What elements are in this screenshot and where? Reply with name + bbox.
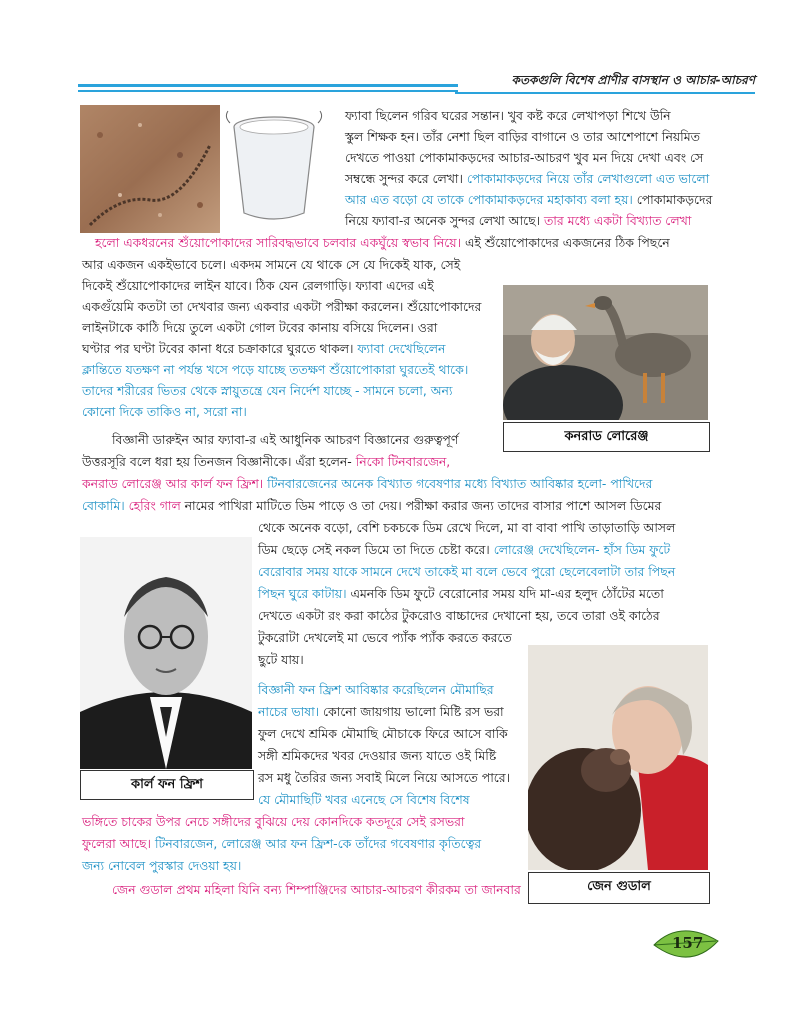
text-run: তাদের শরীরের ভিতর থেকে স্নায়ুতন্ত্রে যেন নির্দেশ যাচ্ছে - সামনে চলো, অন্য	[82, 383, 453, 398]
text-line	[82, 360, 468, 380]
goodall-caption: জেন গুডাল	[528, 872, 710, 904]
text-run: সম্বন্ধে সুন্দর করে লেখা।	[345, 171, 467, 186]
text-run: হলো একধরনের শুঁয়োপোকাদের সারিবদ্ধভাবে চলবার একঘুঁয়ে স্বভাব নিয়ে।	[95, 235, 461, 250]
text-line	[258, 746, 496, 766]
text-line	[345, 106, 671, 126]
text-line	[258, 584, 664, 604]
text-run: নিয়ে ফ্যাবা-র অনেক সুন্দর লেখা আছে।	[345, 213, 544, 228]
text-run: ফ্যাবা দেখেছিলেন	[357, 341, 446, 356]
text-line	[82, 276, 434, 296]
text-run: ছুটে যায়।	[258, 652, 304, 667]
text-line	[258, 790, 470, 810]
text-line	[345, 169, 709, 189]
caterpillar-photo	[80, 105, 220, 233]
text-line	[345, 127, 700, 147]
text-run: নাচের ভাষা।	[258, 704, 320, 719]
text-run: টিনবারজেন, লোরেঞ্জ আর ফন ফ্রিশ-কে তাঁদের গবেষণার কৃতিত্বের	[151, 836, 482, 851]
text-run: বেরোবার সময় যাকে সামনে দেখে তাকেই মা বলে ভেবে পুরো ছেলেবেলাটা তার পিছন	[258, 564, 676, 579]
text-run: বিজ্ঞানী ফন ফ্রিশ আবিষ্কার করেছিলেন মৌমাছির	[258, 682, 494, 697]
text-line	[82, 856, 241, 876]
text-run: কনরাড লোরেঞ্জ আর কার্ল ফন ফ্রিশ।	[82, 476, 264, 491]
header-rule-bottom	[78, 90, 458, 92]
header-underline	[455, 92, 755, 94]
text-run: যে মৌমাছিটি খবর এনেছে সে বিশেষ বিশেষ	[258, 792, 470, 807]
text-run: এই শুঁয়োপোকাদের একজনের ঠিক পিছনে	[461, 235, 670, 250]
text-line	[82, 474, 652, 494]
text-run: একগুঁয়েমি কতটা তা দেখবার জন্য একবার একটা পরীক্ষা করলেন। শুঁয়োপোকাদের	[82, 299, 482, 314]
text-run: ফুলেরা আছে।	[82, 836, 151, 851]
text-line	[82, 339, 445, 359]
text-run: নিকো টিনবারজেন,	[355, 454, 451, 469]
frisch-photo	[80, 537, 252, 769]
text-run: সঙ্গী শ্রমিকদের খবর দেওয়ার জন্য যাতে ওই মিষ্টি	[258, 748, 497, 763]
text-line	[82, 255, 460, 275]
text-line	[258, 540, 670, 560]
text-run: পোকামাকড়দের	[632, 192, 713, 207]
text-run: দেখতে একটা রং করা কাঠের টুকরোও বাচ্চাদের দেখানো হয়, তবে তারা ওই কাঠের	[258, 608, 660, 623]
running-header: কতকগুলি বিশেষ প্রাণীর বাসস্থান ও আচার-আচরণ	[511, 73, 755, 87]
text-run: টিনবারজেনের অনেক বিখ্যাত গবেষণার মধ্যে বিখ্যাত আবিষ্কার হলো- পাখিদের	[263, 476, 653, 491]
text-line	[258, 768, 510, 788]
text-run: বিজ্ঞানী ডারুইন আর ফ্যাবা-র এই আধুনিক আচরণ বিজ্ঞানের গুরুত্বপূর্ণ	[112, 432, 459, 447]
text-line	[258, 650, 304, 670]
text-run: ফুল দেখে শ্রমিক মৌমাছি মৌচাকে ফিরে আসে বাকি	[258, 726, 508, 741]
lorenz-caption: কনরাড লোরেঞ্জ	[503, 422, 710, 452]
text-line	[112, 880, 521, 900]
text-run: তার মধ্যে একটা বিখ্যাত লেখা	[543, 213, 692, 228]
text-line	[82, 318, 437, 338]
text-run: জন্য নোবেল পুরস্কার দেওয়া হয়।	[82, 858, 242, 873]
text-line	[345, 211, 691, 231]
text-line	[258, 724, 508, 744]
text-line	[82, 812, 465, 832]
text-run: আর একজন একইভাবে চলে। একদম সামনে যে থাকে সে যে দিকেই যাক, সেই	[82, 257, 461, 272]
text-run: পোকামাকড়দের নিয়ে তাঁর লেখাগুলো এত ভালো	[466, 171, 710, 186]
text-run: ঘণ্টার পর ঘণ্টা টবের কানা ধরে চক্রাকারে ঘুরতে থাকল।	[82, 341, 358, 356]
text-run: জেন গুডাল প্রথম মহিলা যিনি বন্য শিম্পাঞ্জিদের আচার-আচরণ কীরকম তা জানবার	[112, 882, 521, 897]
text-run: ক্লান্তিতে যতক্ষণ না পর্যন্ত খসে পড়ে যাচ্ছে ততক্ষণ শুঁয়োপোকারা ঘুরতেই থাকে।	[82, 362, 469, 377]
text-run: লোরেঞ্জ দেখেছিলেন- হাঁস ডিম ফুটে	[493, 542, 671, 557]
text-run: টুকরোটা দেখলেই মা ভেবে প্যাঁক প্যাঁক করতে করতে	[258, 630, 512, 645]
text-line	[258, 702, 504, 722]
text-line	[258, 680, 494, 700]
text-line	[82, 297, 481, 317]
frisch-caption: কার্ল ফন ফ্রিশ	[80, 770, 254, 800]
text-line	[82, 381, 452, 401]
lorenz-photo	[503, 285, 708, 420]
header-rule-top	[78, 84, 458, 87]
text-run: রস মধু তৈরির জন্য সবাই মিলে নিয়ে আসতে পারে।	[258, 770, 511, 785]
text-run: কোনো জায়গায় ভালো মিষ্টি রস ভরা	[319, 704, 504, 719]
text-run: ভঙ্গিতে চাকের উপর নেচে সঙ্গীদের বুঝিয়ে দেয় কোনদিকে কতদূরে সেই রসভরা	[82, 814, 465, 829]
text-line	[82, 496, 661, 516]
text-line	[82, 402, 247, 422]
text-line	[82, 834, 481, 854]
text-run: স্কুল শিক্ষক হন। তাঁর নেশা ছিল বাড়ির বাগানে ও তার আশেপাশে নিয়মিত	[345, 129, 700, 144]
text-run: ডিম ছেড়ে সেই নকল ডিমে তা দিতে চেষ্টা করে।	[258, 542, 494, 557]
pot-illustration	[222, 105, 327, 230]
text-line	[82, 452, 450, 472]
text-run: এমনকি ডিম ফুটে বেরোনোর সময় যদি মা-এর হলুদ ঠোঁটের মতো	[346, 586, 664, 601]
text-line	[258, 562, 675, 582]
text-run: উত্তরসূরি বলে ধরা হয় তিনজন বিজ্ঞানীকে। এঁরা হলেন-	[82, 454, 356, 469]
text-run: হেরিং গাল	[124, 498, 181, 513]
text-line	[112, 430, 458, 450]
text-run: থেকে অনেক বড়ো, বেশি চকচকে ডিম রেখে দিলে, মা বা বাবা পাখি তাড়াতাড়ি আসল	[258, 520, 676, 535]
text-run: দেখতে পাওয়া পোকামাকড়দের আচার-আচরণ খুব মন দিয়ে দেখা এবং সে	[345, 150, 704, 165]
text-run: বোকামি।	[82, 498, 125, 513]
page-number: 157	[672, 934, 704, 952]
text-line	[258, 606, 660, 626]
text-line	[258, 518, 675, 538]
text-run: আর এত বড়ো যে তাকে পোকামাকড়দের মহাকাব্য বলা হয়।	[345, 192, 633, 207]
text-run: লাইনটাকে কাঠি দিয়ে তুলে একটা গোল টবের কানায় বসিয়ে দিলেন। ওরা	[82, 320, 438, 335]
text-run: কোনো দিকে তাকিও না, সরো না।	[82, 404, 247, 419]
text-line	[258, 628, 512, 648]
text-line	[95, 233, 670, 253]
text-run: পিছন ঘুরে কাটায়।	[258, 586, 347, 601]
text-run: দিকেই শুঁয়োপোকাদের লাইন যাবে। ঠিক যেন রেলগাড়ি। ফ্যাবা এদের এই	[82, 278, 434, 293]
goodall-photo	[528, 645, 708, 870]
text-run: নামের পাখিরা মাটিতে ডিম পাড়ে ও তা দেয়। পরীক্ষা করার জন্য তাদের বাসার পাশে আসল ডিমের	[180, 498, 662, 513]
text-line	[345, 148, 703, 168]
text-run: ফ্যাবা ছিলেন গরিব ঘরের সন্তান। খুব কষ্ট করে লেখাপড়া শিখে উনি	[345, 108, 671, 123]
text-line	[345, 190, 712, 210]
